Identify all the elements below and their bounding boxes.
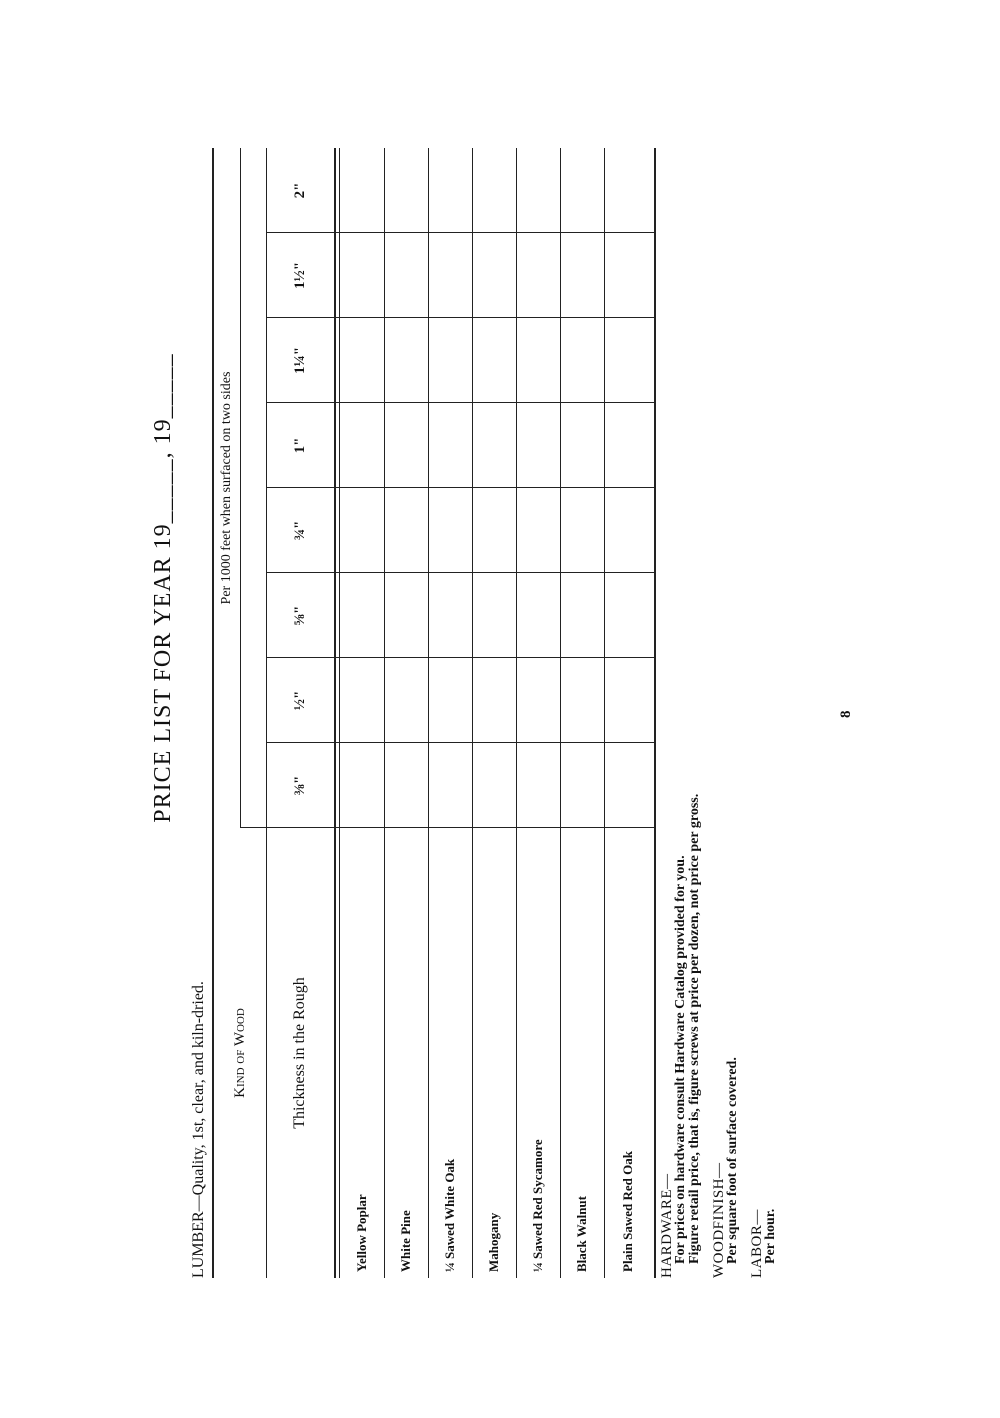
- hardware-line: Figure retail price, that is, figure screws at price per dozen, not price per gross.: [687, 793, 702, 1264]
- wood-row-label: Mahogany: [486, 1212, 501, 1272]
- hardware-line: For prices on hardware consult Hardware Catalog provided for you.: [673, 855, 688, 1264]
- surfaced-header: Per 1000 feet when surfaced on two sides: [219, 371, 234, 605]
- wood-row-label: Black Walnut: [574, 1196, 589, 1272]
- woodfinish-heading: WOODFINISH—: [711, 1162, 727, 1278]
- wood-row-label: Yellow Poplar: [354, 1194, 369, 1272]
- thickness-header: 1½": [291, 261, 308, 290]
- thickness-header: ⅜": [291, 775, 308, 796]
- kind-of-wood-header: Kind of Wood: [231, 1008, 248, 1098]
- thickness-header: 1": [291, 437, 308, 454]
- thickness-rough-header: Thickness in the Rough: [291, 977, 308, 1129]
- page-title: PRICE LIST FOR YEAR 19_____, 19_____: [150, 353, 176, 823]
- thickness-header: ½": [291, 690, 308, 711]
- price-table: [212, 148, 656, 1278]
- page-number: 8: [838, 710, 854, 718]
- woodfinish-line: Per square foot of surface covered.: [725, 1057, 740, 1264]
- wood-row-label: Plain Sawed Red Oak: [620, 1151, 635, 1272]
- wood-row-label: ¼ Sawed Red Sycamore: [530, 1139, 545, 1272]
- labor-line: Per hour.: [763, 1208, 778, 1264]
- thickness-header: ⅝": [291, 605, 308, 626]
- wood-row-label: White Pine: [398, 1210, 413, 1272]
- thickness-header: 1¼": [291, 346, 308, 375]
- wood-row-label: ¼ Sawed White Oak: [442, 1158, 457, 1272]
- thickness-header: 2": [291, 182, 308, 199]
- lumber-quality-subtitle: LUMBER—Quality, 1st, clear, and kiln-dried.: [190, 981, 207, 1278]
- labor-heading: LABOR—: [749, 1209, 765, 1278]
- hardware-heading: HARDWARE—: [659, 1173, 675, 1278]
- surfaced-header-line: [240, 148, 241, 828]
- thickness-header: ¾": [291, 520, 308, 541]
- notes-section: [660, 278, 778, 1278]
